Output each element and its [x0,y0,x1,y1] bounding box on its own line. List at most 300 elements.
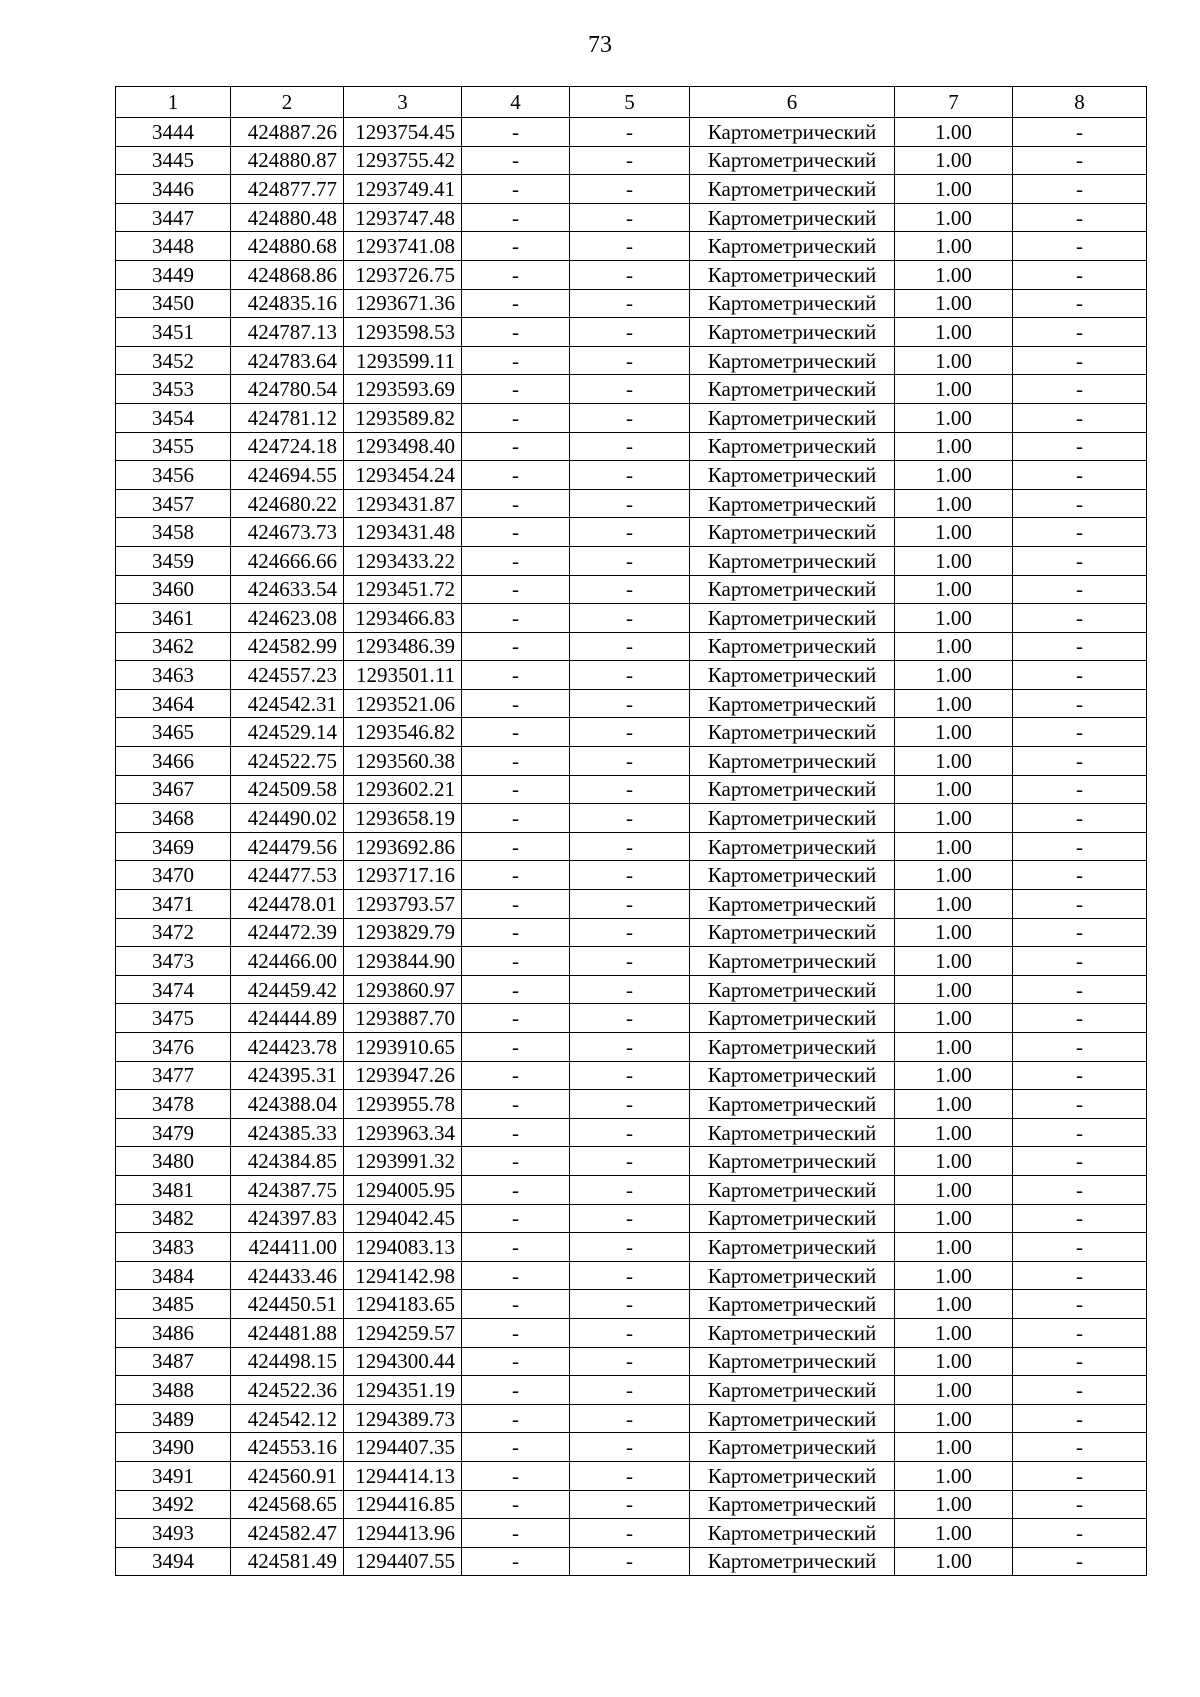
cell-col-5: - [570,689,690,718]
cell-col-4: - [462,1261,570,1290]
cell-method: Картометрический [690,575,895,604]
cell-col-5: - [570,403,690,432]
cell-accuracy: 1.00 [895,403,1013,432]
cell-col-4: - [462,1147,570,1176]
cell-coord-y: 1293947.26 [344,1061,462,1090]
cell-method: Картометрический [690,232,895,261]
cell-col-5: - [570,289,690,318]
cell-coord-y: 1294414.13 [344,1461,462,1490]
cell-accuracy: 1.00 [895,661,1013,690]
cell-accuracy: 1.00 [895,1490,1013,1519]
cell-coord-y: 1293602.21 [344,775,462,804]
cell-method: Картометрический [690,346,895,375]
cell-method: Картометрический [690,1061,895,1090]
cell-coord-y: 1293454.24 [344,461,462,490]
cell-method: Картометрический [690,1376,895,1405]
cell-coord-y: 1293793.57 [344,890,462,919]
cell-col-8: - [1013,747,1147,776]
cell-coord-y: 1293589.82 [344,403,462,432]
table-row [116,1175,1147,1204]
cell-method: Картометрический [690,1347,895,1376]
cell-col-4: - [462,1519,570,1548]
cell-coord-x: 424835.16 [231,289,344,318]
cell-point-number: 3473 [116,947,231,976]
cell-coord-y: 1294407.35 [344,1433,462,1462]
cell-accuracy: 1.00 [895,1376,1013,1405]
cell-coord-x: 424582.99 [231,632,344,661]
cell-method: Картометрический [690,832,895,861]
cell-col-8: - [1013,975,1147,1004]
cell-coord-x: 424498.15 [231,1347,344,1376]
cell-method: Картометрический [690,375,895,404]
cell-accuracy: 1.00 [895,1261,1013,1290]
cell-coord-x: 424466.00 [231,947,344,976]
cell-col-4: - [462,175,570,204]
cell-col-8: - [1013,1519,1147,1548]
table-row [116,1261,1147,1290]
cell-method: Картометрический [690,1290,895,1319]
cell-accuracy: 1.00 [895,432,1013,461]
table-row [116,632,1147,661]
cell-col-5: - [570,918,690,947]
cell-accuracy: 1.00 [895,1233,1013,1262]
cell-col-8: - [1013,1376,1147,1405]
cell-col-4: - [462,890,570,919]
cell-coord-x: 424395.31 [231,1061,344,1090]
cell-coord-y: 1293754.45 [344,118,462,147]
cell-col-4: - [462,1004,570,1033]
cell-accuracy: 1.00 [895,146,1013,175]
cell-point-number: 3450 [116,289,231,318]
cell-col-4: - [462,775,570,804]
cell-col-5: - [570,604,690,633]
cell-coord-x: 424411.00 [231,1233,344,1262]
cell-col-8: - [1013,203,1147,232]
cell-coord-y: 1294407.55 [344,1547,462,1576]
cell-coord-x: 424388.04 [231,1090,344,1119]
cell-accuracy: 1.00 [895,1033,1013,1062]
cell-point-number: 3490 [116,1433,231,1462]
table-row [116,1404,1147,1433]
cell-col-8: - [1013,1175,1147,1204]
cell-coord-x: 424387.75 [231,1175,344,1204]
cell-accuracy: 1.00 [895,518,1013,547]
cell-col-5: - [570,947,690,976]
cell-col-5: - [570,632,690,661]
cell-col-5: - [570,118,690,147]
cell-coord-y: 1293910.65 [344,1033,462,1062]
table-row [116,861,1147,890]
cell-col-4: - [462,604,570,633]
cell-coord-y: 1293741.08 [344,232,462,261]
cell-point-number: 3463 [116,661,231,690]
cell-coord-x: 424542.31 [231,689,344,718]
cell-coord-x: 424522.36 [231,1376,344,1405]
cell-coord-x: 424490.02 [231,804,344,833]
column-header-6: 6 [690,87,895,118]
cell-accuracy: 1.00 [895,546,1013,575]
cell-method: Картометрический [690,1004,895,1033]
cell-col-8: - [1013,375,1147,404]
cell-col-4: - [462,661,570,690]
cell-coord-x: 424560.91 [231,1461,344,1490]
cell-point-number: 3465 [116,718,231,747]
cell-coord-y: 1293860.97 [344,975,462,1004]
cell-coord-y: 1293829.79 [344,918,462,947]
column-header-4: 4 [462,87,570,118]
cell-method: Картометрический [690,1461,895,1490]
cell-point-number: 3493 [116,1519,231,1548]
cell-point-number: 3474 [116,975,231,1004]
cell-col-5: - [570,1547,690,1576]
cell-point-number: 3480 [116,1147,231,1176]
cell-col-4: - [462,832,570,861]
cell-method: Картометрический [690,1147,895,1176]
table-row [116,403,1147,432]
cell-method: Картометрический [690,260,895,289]
cell-accuracy: 1.00 [895,747,1013,776]
cell-accuracy: 1.00 [895,1290,1013,1319]
cell-coord-x: 424787.13 [231,318,344,347]
cell-col-4: - [462,1090,570,1119]
table-row [116,1347,1147,1376]
cell-coord-x: 424623.08 [231,604,344,633]
cell-col-8: - [1013,1347,1147,1376]
cell-col-5: - [570,1061,690,1090]
cell-col-8: - [1013,318,1147,347]
cell-col-5: - [570,1261,690,1290]
cell-point-number: 3481 [116,1175,231,1204]
cell-col-5: - [570,575,690,604]
cell-accuracy: 1.00 [895,832,1013,861]
cell-col-8: - [1013,604,1147,633]
table-row [116,975,1147,1004]
cell-coord-y: 1294351.19 [344,1376,462,1405]
cell-method: Картометрический [690,461,895,490]
cell-coord-y: 1293844.90 [344,947,462,976]
cell-coord-x: 424444.89 [231,1004,344,1033]
cell-method: Картометрический [690,861,895,890]
cell-col-4: - [462,260,570,289]
cell-accuracy: 1.00 [895,718,1013,747]
cell-col-8: - [1013,1318,1147,1347]
cell-coord-x: 424568.65 [231,1490,344,1519]
cell-col-5: - [570,832,690,861]
cell-col-4: - [462,861,570,890]
cell-method: Картометрический [690,1318,895,1347]
cell-col-4: - [462,289,570,318]
cell-col-8: - [1013,1261,1147,1290]
cell-accuracy: 1.00 [895,1004,1013,1033]
cell-col-5: - [570,1376,690,1405]
column-header-5: 5 [570,87,690,118]
cell-coord-y: 1294389.73 [344,1404,462,1433]
cell-col-4: - [462,1404,570,1433]
cell-accuracy: 1.00 [895,1061,1013,1090]
cell-col-8: - [1013,947,1147,976]
table-row [116,146,1147,175]
cell-col-5: - [570,1461,690,1490]
table-row [116,260,1147,289]
cell-accuracy: 1.00 [895,289,1013,318]
cell-point-number: 3484 [116,1261,231,1290]
cell-coord-y: 1293501.11 [344,661,462,690]
table-row [116,346,1147,375]
cell-coord-x: 424680.22 [231,489,344,518]
column-header-2: 2 [231,87,344,118]
cell-col-8: - [1013,289,1147,318]
cell-coord-x: 424582.47 [231,1519,344,1548]
table-row [116,1376,1147,1405]
cell-coord-y: 1293599.11 [344,346,462,375]
column-header-8: 8 [1013,87,1147,118]
cell-col-8: - [1013,861,1147,890]
cell-method: Картометрический [690,1033,895,1062]
cell-col-5: - [570,346,690,375]
cell-col-5: - [570,203,690,232]
cell-col-5: - [570,146,690,175]
cell-col-4: - [462,1490,570,1519]
table-row [116,1490,1147,1519]
cell-coord-x: 424666.66 [231,546,344,575]
cell-coord-x: 424557.23 [231,661,344,690]
cell-coord-x: 424633.54 [231,575,344,604]
cell-accuracy: 1.00 [895,975,1013,1004]
cell-col-5: - [570,1090,690,1119]
cell-col-8: - [1013,1433,1147,1462]
cell-coord-y: 1293726.75 [344,260,462,289]
table-row [116,1461,1147,1490]
cell-col-5: - [570,747,690,776]
cell-col-8: - [1013,1033,1147,1062]
cell-accuracy: 1.00 [895,689,1013,718]
cell-col-8: - [1013,1204,1147,1233]
cell-col-4: - [462,975,570,1004]
cell-coord-x: 424384.85 [231,1147,344,1176]
cell-coord-x: 424553.16 [231,1433,344,1462]
cell-method: Картометрический [690,890,895,919]
cell-accuracy: 1.00 [895,1204,1013,1233]
cell-point-number: 3467 [116,775,231,804]
table-row [116,1433,1147,1462]
cell-col-5: - [570,1118,690,1147]
cell-col-8: - [1013,403,1147,432]
cell-point-number: 3444 [116,118,231,147]
cell-col-5: - [570,1004,690,1033]
cell-col-4: - [462,575,570,604]
cell-accuracy: 1.00 [895,1147,1013,1176]
cell-col-4: - [462,804,570,833]
cell-method: Картометрический [690,546,895,575]
cell-col-5: - [570,1318,690,1347]
cell-col-4: - [462,461,570,490]
cell-col-5: - [570,1175,690,1204]
cell-col-8: - [1013,146,1147,175]
cell-col-8: - [1013,432,1147,461]
coordinates-table [115,86,1147,1576]
cell-point-number: 3471 [116,890,231,919]
cell-col-8: - [1013,1461,1147,1490]
cell-point-number: 3483 [116,1233,231,1262]
cell-method: Картометрический [690,918,895,947]
cell-col-8: - [1013,804,1147,833]
cell-col-4: - [462,146,570,175]
cell-col-5: - [570,861,690,890]
cell-coord-x: 424450.51 [231,1290,344,1319]
cell-method: Картометрический [690,604,895,633]
table-row [116,375,1147,404]
cell-point-number: 3460 [116,575,231,604]
table-row [116,518,1147,547]
cell-col-4: - [462,489,570,518]
table-row [116,1547,1147,1576]
cell-accuracy: 1.00 [895,260,1013,289]
table-row [116,747,1147,776]
cell-col-8: - [1013,1090,1147,1119]
cell-accuracy: 1.00 [895,1404,1013,1433]
cell-col-4: - [462,1233,570,1262]
cell-coord-x: 424673.73 [231,518,344,547]
cell-col-4: - [462,1376,570,1405]
cell-point-number: 3459 [116,546,231,575]
cell-point-number: 3492 [116,1490,231,1519]
column-header-3: 3 [344,87,462,118]
cell-col-5: - [570,775,690,804]
cell-col-8: - [1013,1061,1147,1090]
table-row [116,489,1147,518]
cell-coord-y: 1294183.65 [344,1290,462,1319]
cell-coord-y: 1293887.70 [344,1004,462,1033]
cell-coord-y: 1293451.72 [344,575,462,604]
cell-coord-x: 424694.55 [231,461,344,490]
cell-col-8: - [1013,461,1147,490]
cell-coord-y: 1293749.41 [344,175,462,204]
cell-method: Картометрический [690,975,895,1004]
cell-coord-y: 1293755.42 [344,146,462,175]
cell-col-4: - [462,918,570,947]
cell-accuracy: 1.00 [895,1175,1013,1204]
cell-method: Картометрический [690,775,895,804]
table-row [116,1004,1147,1033]
cell-point-number: 3488 [116,1376,231,1405]
table-row [116,1233,1147,1262]
cell-coord-y: 1293658.19 [344,804,462,833]
cell-col-4: - [462,1175,570,1204]
table-row [116,546,1147,575]
cell-col-4: - [462,1347,570,1376]
cell-point-number: 3475 [116,1004,231,1033]
cell-accuracy: 1.00 [895,375,1013,404]
cell-coord-x: 424783.64 [231,346,344,375]
cell-point-number: 3489 [116,1404,231,1433]
table-row [116,461,1147,490]
cell-col-4: - [462,432,570,461]
cell-method: Картометрический [690,489,895,518]
cell-coord-x: 424880.68 [231,232,344,261]
cell-col-8: - [1013,632,1147,661]
cell-col-5: - [570,318,690,347]
cell-col-4: - [462,1204,570,1233]
cell-col-8: - [1013,1490,1147,1519]
cell-col-8: - [1013,1233,1147,1262]
table-row [116,1204,1147,1233]
cell-accuracy: 1.00 [895,1090,1013,1119]
table-row [116,890,1147,919]
cell-col-8: - [1013,1404,1147,1433]
cell-coord-y: 1293431.48 [344,518,462,547]
cell-accuracy: 1.00 [895,318,1013,347]
cell-point-number: 3447 [116,203,231,232]
cell-col-5: - [570,1519,690,1548]
cell-coord-x: 424868.86 [231,260,344,289]
cell-point-number: 3455 [116,432,231,461]
cell-method: Картометрический [690,1233,895,1262]
cell-col-5: - [570,1347,690,1376]
cell-point-number: 3486 [116,1318,231,1347]
table-row [116,947,1147,976]
cell-col-8: - [1013,1547,1147,1576]
cell-col-5: - [570,661,690,690]
cell-col-4: - [462,1118,570,1147]
cell-col-8: - [1013,118,1147,147]
cell-col-4: - [462,1318,570,1347]
cell-accuracy: 1.00 [895,575,1013,604]
cell-method: Картометрический [690,661,895,690]
cell-method: Картометрический [690,1433,895,1462]
cell-col-4: - [462,1033,570,1062]
table-row [116,1290,1147,1319]
cell-coord-x: 424887.26 [231,118,344,147]
cell-col-5: - [570,1233,690,1262]
cell-coord-y: 1294142.98 [344,1261,462,1290]
cell-col-8: - [1013,1004,1147,1033]
cell-accuracy: 1.00 [895,775,1013,804]
cell-point-number: 3445 [116,146,231,175]
cell-method: Картометрический [690,1547,895,1576]
cell-coord-x: 424423.78 [231,1033,344,1062]
cell-col-4: - [462,1290,570,1319]
cell-col-5: - [570,461,690,490]
cell-col-4: - [462,318,570,347]
cell-coord-x: 424509.58 [231,775,344,804]
cell-coord-x: 424724.18 [231,432,344,461]
table-row [116,604,1147,633]
cell-coord-y: 1293560.38 [344,747,462,776]
cell-coord-y: 1293486.39 [344,632,462,661]
cell-col-4: - [462,1547,570,1576]
cell-col-4: - [462,632,570,661]
table-row [116,1147,1147,1176]
table-row [116,718,1147,747]
cell-point-number: 3478 [116,1090,231,1119]
cell-col-4: - [462,546,570,575]
cell-col-4: - [462,1433,570,1462]
cell-point-number: 3453 [116,375,231,404]
cell-coord-y: 1293433.22 [344,546,462,575]
table-row [116,1090,1147,1119]
cell-col-8: - [1013,832,1147,861]
cell-coord-x: 424479.56 [231,832,344,861]
cell-accuracy: 1.00 [895,461,1013,490]
cell-accuracy: 1.00 [895,1519,1013,1548]
cell-coord-x: 424481.88 [231,1318,344,1347]
cell-col-8: - [1013,232,1147,261]
cell-point-number: 3456 [116,461,231,490]
cell-accuracy: 1.00 [895,1347,1013,1376]
cell-coord-y: 1294042.45 [344,1204,462,1233]
cell-method: Картометрический [690,632,895,661]
cell-coord-y: 1294413.96 [344,1519,462,1548]
